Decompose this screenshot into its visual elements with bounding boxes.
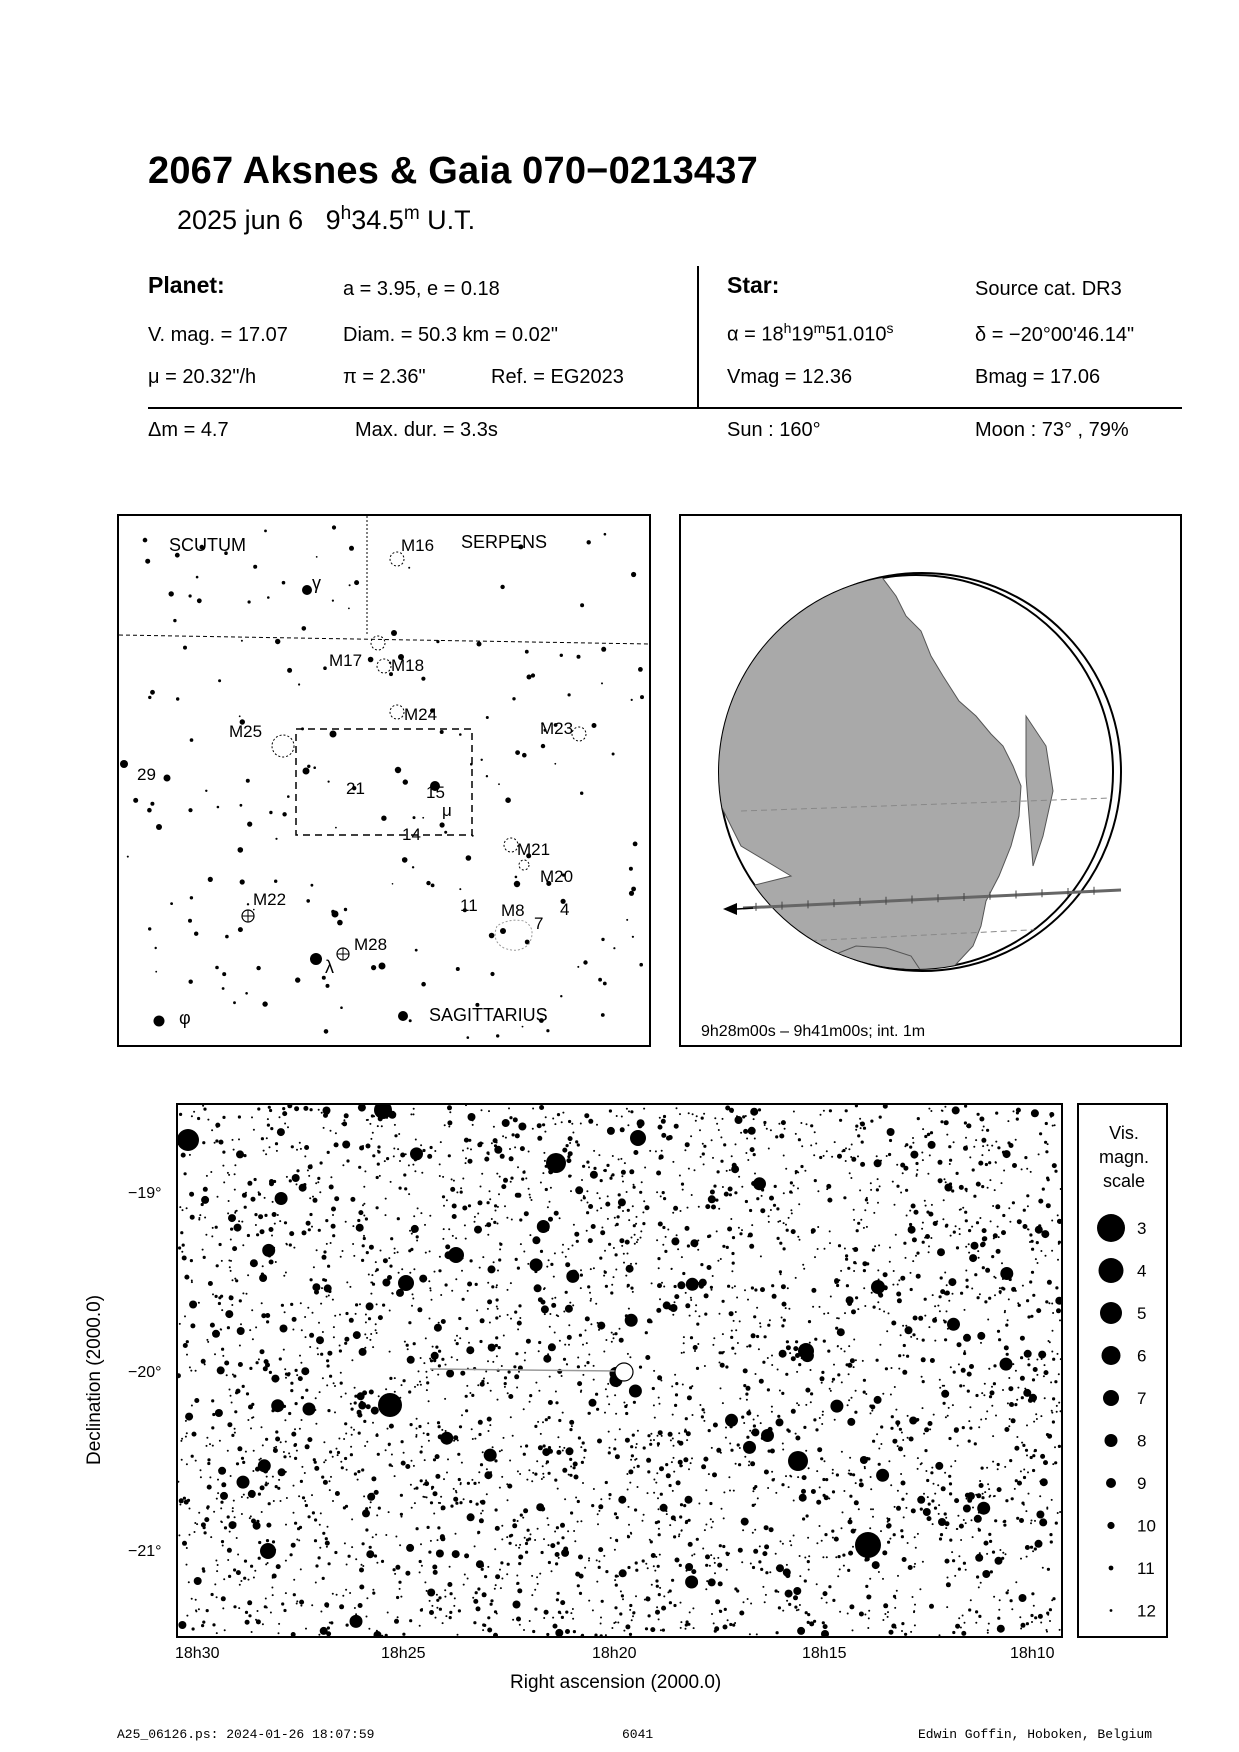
deep-sky-cluster [371, 636, 385, 650]
finder-star [303, 768, 310, 775]
deep-sky-cluster [504, 838, 518, 852]
finder-star [395, 767, 401, 773]
label-m16: M16 [401, 536, 435, 555]
finder-star [631, 572, 636, 577]
finder-star [349, 584, 351, 586]
scale-label-mag-4: 4 [1137, 1261, 1147, 1281]
scale-label-mag-6: 6 [1137, 1346, 1147, 1366]
footer-file: A25_06126.ps: 2024-01-26 18:07:59 [117, 1727, 375, 1742]
finder-star [127, 856, 129, 858]
finder-star [287, 795, 290, 798]
scale-label-mag-10: 10 [1137, 1516, 1156, 1536]
finder-star [598, 978, 602, 982]
finder-star [248, 600, 251, 603]
finder-star [190, 896, 193, 899]
finder-star [328, 781, 330, 783]
scale-dot-mag-11 [1109, 1566, 1114, 1571]
star-delta: δ = −20°00'46.14" [975, 324, 1135, 346]
label-scutum: SCUTUM [169, 535, 246, 555]
finder-star [500, 928, 506, 934]
finder-star [489, 933, 495, 939]
finder-star [512, 697, 515, 700]
finder-star [145, 559, 150, 564]
scale-title-line3: scale [1102, 1171, 1146, 1191]
finder-star [275, 838, 277, 840]
scale-label-mag-3: 3 [1137, 1219, 1147, 1238]
moon-info: Moon : 73° , 79% [975, 419, 1129, 441]
scale-dot-mag-4 [1099, 1258, 1124, 1283]
finder-star [527, 675, 532, 680]
hour-unit: h [340, 203, 352, 224]
finder-star [302, 626, 307, 631]
finder-star [349, 546, 354, 551]
finder-star [344, 908, 347, 911]
label-m20: M20 [540, 867, 574, 886]
scale-label-mag-12: 12 [1137, 1601, 1156, 1621]
finder-star [337, 920, 343, 926]
delta-magnitude: Δm = 4.7 [148, 419, 229, 441]
finder-star [267, 596, 270, 599]
finder-star [629, 891, 634, 896]
scale-items [1097, 1214, 1156, 1621]
label-11: 11 [460, 896, 478, 915]
magnitude-scale-legend [1077, 1103, 1168, 1638]
scale-title-line2: magn. [1098, 1147, 1150, 1167]
finder-star [379, 963, 386, 970]
finder-star [208, 877, 213, 882]
finder-star [403, 779, 408, 784]
table-rule [148, 407, 1182, 409]
finder-star [246, 779, 250, 783]
finder-star [554, 763, 556, 765]
finder-star [626, 919, 628, 921]
label-m25: M25 [229, 722, 263, 741]
finder-star [560, 654, 563, 657]
finder-star [368, 657, 374, 663]
finder-star [120, 760, 128, 768]
label-m8: M8 [501, 901, 525, 920]
star-vmag: Vmag = 12.36 [727, 366, 853, 388]
finder-star [269, 811, 272, 814]
planet-orbit: a = 3.95, e = 0.18 [343, 278, 500, 300]
finder-star [194, 932, 198, 936]
finder-star [467, 1036, 470, 1039]
finder-star [190, 738, 194, 742]
finder-star [398, 1011, 408, 1021]
finder-star [601, 938, 604, 941]
finder-star [431, 884, 435, 888]
finder-star [354, 580, 359, 585]
sun-elongation: Sun : 160° [727, 419, 821, 441]
finder-star [580, 792, 583, 795]
planet-vmag: V. mag. = 17.07 [148, 324, 288, 346]
finder-star [629, 867, 633, 871]
finder-star [155, 947, 157, 949]
label-m17: M17 [329, 651, 363, 670]
finder-star [583, 960, 587, 964]
scale-dot-mag-10 [1107, 1522, 1114, 1529]
finder-star [150, 802, 154, 806]
finder-star [253, 909, 255, 911]
finder-star [183, 646, 187, 650]
finder-star [638, 667, 643, 672]
alpha-h-unit: h [783, 320, 792, 336]
label-m23: M23 [540, 719, 574, 738]
finder-star [245, 992, 248, 995]
finder-star [225, 935, 229, 939]
deep-sky-cluster [390, 705, 404, 719]
label-lambda: λ [325, 957, 334, 977]
finder-star [262, 1001, 267, 1006]
scale-label-mag-5: 5 [1137, 1304, 1147, 1323]
finder-chart-svg [119, 516, 649, 1045]
finder-star [486, 775, 488, 777]
finder-star [335, 827, 337, 829]
minute-unit: m [403, 203, 420, 224]
finder-star [413, 816, 416, 819]
finder-star [310, 953, 322, 965]
magnitude-scale-svg [1079, 1105, 1166, 1636]
finder-star [275, 639, 280, 644]
star-heading: Star: [727, 272, 780, 298]
finder-star [298, 683, 300, 685]
finder-star [196, 576, 199, 579]
event-date: 2025 jun 6 [177, 205, 304, 235]
finder-star [633, 842, 638, 847]
event-hour: 9 [325, 205, 341, 235]
finder-star [222, 972, 226, 976]
scale-dot-mag-7 [1103, 1390, 1119, 1406]
ytick-minus21: −21° [128, 1543, 162, 1560]
path-direction-arrow [723, 903, 737, 915]
label-4: 4 [560, 900, 570, 919]
finder-star [240, 879, 245, 884]
finder-star [631, 699, 633, 701]
finder-star [256, 966, 260, 970]
finder-star [147, 808, 152, 813]
deep-sky-objects [242, 552, 586, 960]
planet-diameter: Diam. = 50.3 km = 0.02" [343, 324, 558, 346]
finder-star [340, 1006, 343, 1009]
arrow-shaft [737, 908, 753, 909]
finder-star [612, 753, 615, 756]
deep-sky-cluster [377, 659, 391, 673]
finder-star [295, 977, 300, 982]
finder-star [240, 804, 243, 807]
deep-sky-cluster [572, 727, 586, 741]
planet-heading: Planet: [148, 272, 225, 298]
finder-star [247, 822, 252, 827]
finder-star [459, 733, 462, 736]
finder-star [215, 966, 219, 970]
finder-star [302, 585, 312, 595]
star-bmag: Bmag = 17.06 [975, 366, 1101, 388]
xtick-18h30: 18h30 [175, 1645, 220, 1662]
finder-star [282, 581, 286, 585]
finder-star [601, 682, 603, 684]
planet-motion: μ = 20.32"/h [148, 366, 257, 388]
finder-star [217, 806, 220, 809]
finder-star [133, 798, 138, 803]
alpha-minutes: 19 [791, 323, 814, 346]
finder-star [522, 753, 527, 758]
label-m24: M24 [404, 705, 438, 724]
finder-star [238, 847, 244, 853]
finder-star [170, 902, 173, 905]
label-gamma: γ [312, 573, 321, 593]
planet-reference: Ref. = EG2023 [491, 366, 624, 388]
finder-star [222, 987, 225, 990]
xtick-18h20: 18h20 [592, 1645, 637, 1662]
finder-star [604, 533, 607, 536]
y-axis-label: Declination (2000.0) [84, 1294, 105, 1465]
scale-label-mag-11: 11 [1137, 1559, 1155, 1578]
finder-star [444, 831, 447, 834]
alpha-s-unit: s [886, 320, 894, 336]
finder-star [568, 693, 571, 696]
finder-star [580, 603, 584, 607]
finder-star [415, 949, 418, 952]
ytick-minus20: −20° [128, 1364, 162, 1381]
label-serpens: SERPENS [461, 532, 548, 552]
finder-star [324, 1029, 329, 1034]
finder-star [459, 888, 461, 890]
label-m21: M21 [517, 840, 551, 859]
finder-star [247, 903, 249, 905]
finder-star [639, 963, 643, 967]
finder-star [253, 565, 257, 569]
time-system: U.T. [427, 205, 476, 235]
finder-star [601, 1013, 605, 1017]
finder-star [197, 598, 202, 603]
finder-star [218, 679, 221, 682]
finder-star [408, 567, 410, 569]
lagoon-nebula-outline [495, 920, 532, 950]
finder-star [490, 972, 494, 976]
finder-star [189, 594, 192, 597]
finder-star [515, 750, 520, 755]
column-divider [697, 266, 699, 409]
event-datetime [177, 203, 475, 236]
finder-star [173, 619, 176, 622]
deep-sky-cluster [519, 860, 529, 870]
label-m28: M28 [354, 935, 388, 954]
finder-star [421, 677, 425, 681]
label-m22: M22 [253, 890, 287, 909]
finder-star [331, 910, 335, 914]
finder-star [330, 731, 337, 738]
finder-star [188, 808, 192, 812]
finder-star [426, 881, 430, 885]
finder-star [143, 538, 148, 543]
footer-author: Edwin Goffin, Hoboken, Belgium [918, 1727, 1153, 1742]
finder-star [189, 980, 193, 984]
star-field-axes [0, 1080, 1239, 1720]
finder-star [287, 668, 292, 673]
finder-star [421, 982, 426, 987]
finder-star [233, 1001, 236, 1004]
earth-globe-svg [681, 516, 1180, 1045]
finder-star [381, 816, 386, 821]
deep-sky-cluster [272, 735, 294, 757]
finder-star [560, 995, 562, 997]
xtick-18h10: 18h10 [1010, 1645, 1055, 1662]
page-title: 2067 Aksnes & Gaia 070−0213437 [148, 150, 758, 192]
finder-star [496, 1034, 499, 1037]
finder-star [239, 715, 241, 717]
scale-dot-mag-9 [1106, 1478, 1116, 1488]
label-7: 7 [534, 914, 544, 933]
finder-star [522, 1026, 524, 1028]
finder-star [326, 984, 330, 988]
x-axis-label: Right ascension (2000.0) [510, 1672, 722, 1693]
finder-star [311, 884, 314, 887]
scale-label-mag-7: 7 [1137, 1389, 1147, 1408]
scale-dot-mag-6 [1102, 1346, 1121, 1365]
finder-star [148, 696, 151, 699]
finder-star [169, 591, 174, 596]
finder-star [477, 642, 482, 647]
finder-star [148, 927, 151, 930]
finder-star [577, 966, 579, 968]
finder-chart [117, 514, 651, 1047]
footer-number: 6041 [622, 1727, 654, 1742]
finder-star [500, 585, 504, 589]
label-14: 14 [402, 825, 421, 844]
finder-star [205, 790, 207, 792]
finder-star [155, 971, 157, 973]
scale-dot-mag-5 [1100, 1302, 1122, 1324]
label-mu: μ [442, 801, 452, 820]
label-21: 21 [346, 779, 365, 798]
finder-star [264, 530, 267, 533]
label-29: 29 [137, 765, 156, 784]
finder-star [241, 640, 243, 642]
finder-star [188, 919, 192, 923]
finder-star [466, 855, 472, 861]
label-phi: φ [179, 1008, 191, 1028]
finder-stars [120, 525, 644, 1038]
ytick-minus19: −19° [128, 1185, 162, 1202]
label-sagittarius: SAGITTARIUS [429, 1005, 548, 1025]
finder-star [587, 540, 591, 544]
label-15: 15 [426, 783, 445, 802]
scale-dot-mag-3 [1097, 1214, 1125, 1242]
finder-star [154, 1016, 165, 1027]
finder-star [601, 647, 606, 652]
finder-star [409, 1019, 412, 1022]
scale-dot-mag-12 [1110, 1609, 1113, 1612]
finder-star [498, 783, 500, 785]
finder-star [238, 927, 243, 932]
finder-star [332, 525, 336, 529]
finder-star [577, 655, 581, 659]
finder-star [316, 556, 318, 558]
star-alpha [727, 320, 894, 347]
finder-star [164, 775, 171, 782]
finder-star [481, 759, 483, 761]
finder-star [541, 744, 545, 748]
finder-star [632, 936, 634, 938]
event-minute: 34.5 [351, 205, 404, 235]
finder-star [515, 876, 518, 879]
globe-caption: 9h28m00s – 9h41m00s; int. 1m [701, 1023, 926, 1040]
finder-star [456, 967, 460, 971]
finder-star [156, 824, 162, 830]
scale-title-line1: Vis. [1109, 1123, 1139, 1143]
scale-label-mag-8: 8 [1137, 1431, 1147, 1451]
finder-star [150, 690, 155, 695]
finder-star [613, 947, 615, 949]
finder-star [525, 650, 529, 654]
finder-star [505, 797, 511, 803]
label-m18: M18 [391, 656, 425, 675]
alpha-seconds: 51.010 [825, 323, 887, 346]
finder-star [402, 857, 408, 863]
finder-star [514, 881, 520, 887]
alpha-hours: α = 18 [727, 323, 784, 346]
finder-star [603, 982, 607, 986]
scale-dot-mag-8 [1105, 1434, 1118, 1447]
finder-star [313, 766, 316, 769]
planet-parallax: π = 2.36" [343, 366, 426, 388]
finder-star [640, 695, 644, 699]
finder-star [176, 697, 179, 700]
finder-star [486, 716, 489, 719]
xtick-18h15: 18h15 [802, 1645, 847, 1662]
earth-globe-panel [679, 514, 1182, 1047]
finder-star [412, 866, 414, 868]
star-source: Source cat. DR3 [975, 278, 1122, 300]
alpha-m-unit: m [813, 320, 826, 336]
finder-star [307, 765, 310, 768]
finder-star [531, 673, 535, 677]
finder-star [440, 822, 445, 827]
finder-star [392, 883, 394, 885]
finder-star [332, 600, 334, 602]
xtick-18h25: 18h25 [381, 1645, 426, 1662]
finder-star [546, 1029, 549, 1032]
scale-label-mag-9: 9 [1137, 1474, 1147, 1493]
finder-star [422, 817, 424, 819]
finder-star [631, 887, 636, 892]
finder-star [440, 730, 444, 734]
finder-star [282, 812, 286, 816]
finder-star [323, 666, 327, 670]
finder-star [592, 723, 597, 728]
finder-star [391, 630, 397, 636]
finder-star [306, 899, 310, 903]
finder-star [371, 965, 376, 970]
max-duration: Max. dur. = 3.3s [355, 419, 498, 441]
finder-star [348, 608, 350, 610]
finder-star [274, 880, 277, 883]
